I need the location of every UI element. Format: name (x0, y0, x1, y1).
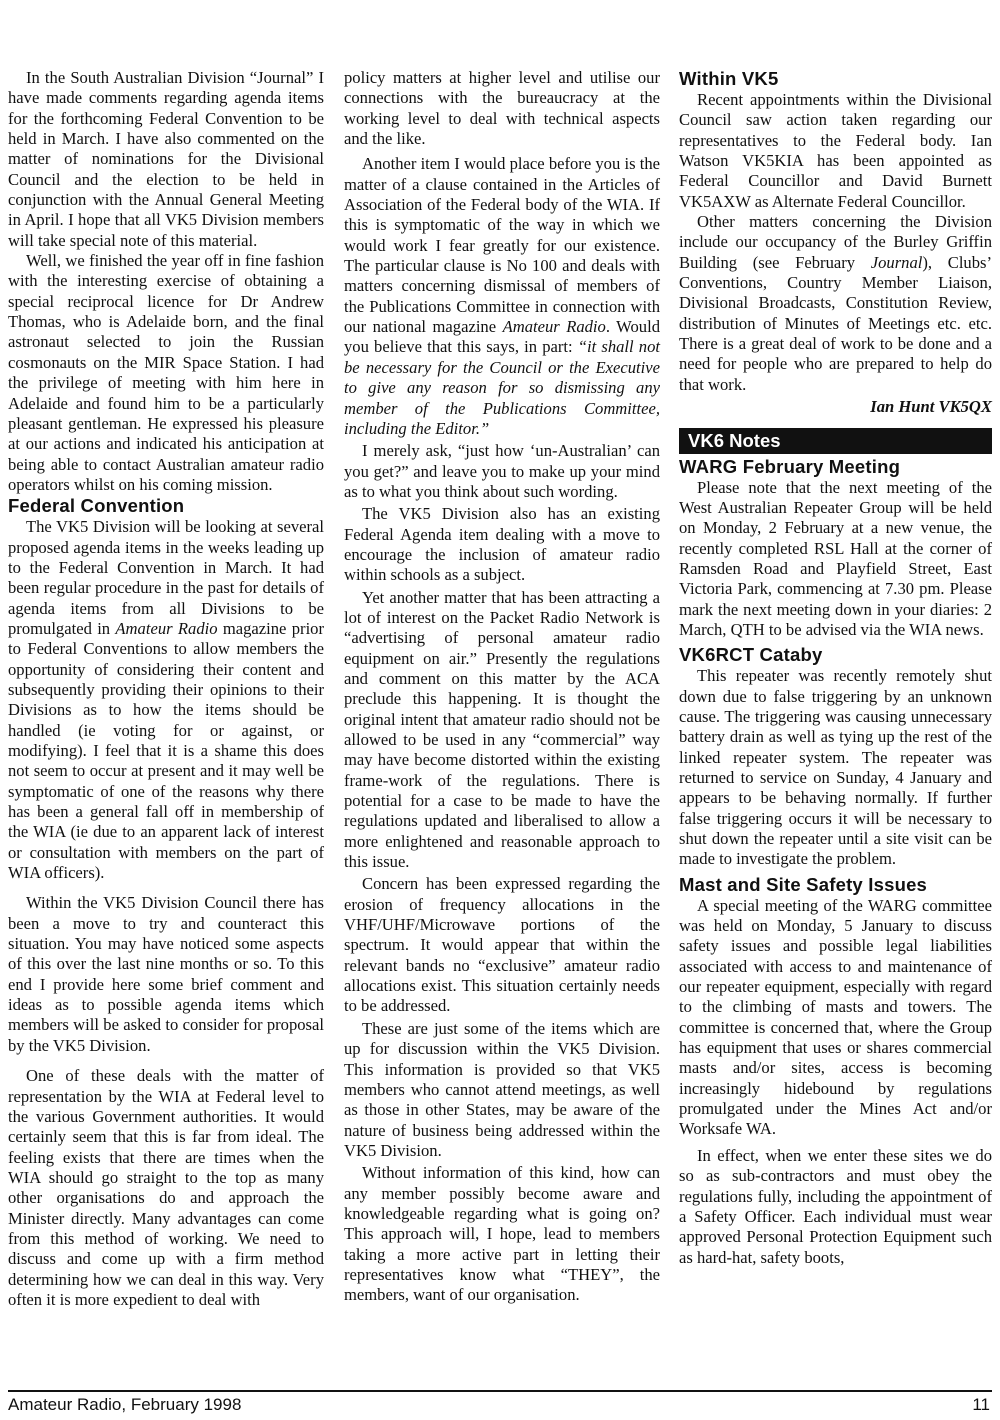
paragraph: Well, we finished the year off in fine fashion with the interesting exercise of obtaining a special reciprocal licence for Dr Andrew Thomas, who is Adelaide born, and the final astronaut selected to join the Russian cosmonauts on the MIR Space Station. I had the privilege of meeting with him here in Adelaide and found him to be a particularly pleasant gentleman. He expressed his pleasure at our actions and indicated his anticipation at being able to contact Australian amateur radio operators whilst on his coming mission. (8, 251, 324, 494)
column-1 (8, 68, 324, 1310)
paragraph: In the South Australian Division “Journal” I have made comments regarding agenda items for the forthcoming Federal Convention to be held in March. I have also commented on the matter of nominations for the Divisional Council and the election to be held in conjunction with the Annual General Meeting in April. I hope that all VK5 Division members will take special note of this material. (8, 68, 324, 250)
section-heading-within-vk5: Within VK5 (679, 68, 779, 89)
footer-rule (8, 1390, 992, 1392)
section-heading-warg-meeting: WARG February Meeting (679, 455, 901, 477)
section-heading-federal-convention: Federal Convention (8, 495, 185, 517)
author-signature: Ian Hunt VK5QX (870, 397, 992, 417)
paragraph: Another item I would place before you is the matter of a clause contained in the Articles of Association of the Federal body of the WIA. If this is symptomatic of the way in which we would work I fear greatly for our existence. The particular clause is No 100 and deals with matters concerning dismissal of members of the Publications Committee in connection with our national magazine Amateur Radio. Would you believe that this says, in part: “it shall not be necessary for the Council or the Executive to give any reason for so dismissing any member of the Publications Committee, including the Editor.” (344, 154, 660, 438)
paragraph: Yet another matter that has been attracting a lot of interest on the Packet Radio Network is “advertising of personal amateur radio equipment on air.” Presently the regulations and comment on this matter by the ACA preclude this happening. It is thought the original intent that amateur radio should not be allowed to be used in any “commercial” way may have become distorted within the existing frame-work of the regulations. There is potential for a case to be made to have the regulations updated and liberalised to allow a more enlightened and reasonable approach to this issue. (344, 587, 660, 872)
paragraph: The VK5 Division also has an existing Federal Agenda item dealing with a move to encourage the inclusion of amateur radio within schools as a subject. (344, 504, 660, 585)
paragraph: Within the VK5 Division Council there has been a move to try and counteract this situation. You may have noticed some aspects of this over the last nine months or so. To this end I provide here some brief comment and ideas as to possible agenda items which members will be asked to consider for proposal by the VK5 Division. (8, 893, 324, 1055)
paragraph: The VK5 Division will be looking at several proposed agenda items in the weeks leading up to the Federal Convention in March. It had been regular procedure in the past for details of agenda items from all Divisions to be promulgated in Amateur Radio magazine prior to Federal Conventions to allow members the opportunity of considering their content and subsequently providing their opinions to their Divisions as to how the items should be handled (ie voting for or against, or modifying). I feel that it is a shame this does not seem to occur at present and it may well be symptomatic of one of the reasons why there has been a general fall off in membership of the WIA (ie due to an apparent lack of interest or consultation with members on the part of WIA officers). (8, 517, 324, 883)
paragraph: This repeater was recently remotely shut down due to false triggering by an unknown cause. The triggering was causing unnecessary battery drain as well as tying up the rest of the linked repeater system. The repeater was returned to service on Sunday, 4 January and appears to be behaving normally. If further false triggering occurs it will be necessary to shut down the repeater until a site visit can be made to investigate the problem. (679, 666, 992, 869)
paragraph: Please note that the next meeting of the West Australian Repeater Group will be held on Monday, 2 February at a new venue, the recently completed RSL Hall at the corner of Ramsden Road and Playfield Street, East Victoria Park, commencing at 7.30 pm. Please mark the next meeting down in your diaries: 2 March, QTH to be advised via the WIA news. (679, 477, 992, 639)
paragraph: In effect, when we enter these sites we do so as sub-contractors and must obey the regulations fully, including the appointment of a Safety Officer. Each individual must wear approved Personal Protection Equipment such as hard-hat, safety boots, (679, 1145, 992, 1267)
paragraph: A special meeting of the WARG committee was held on Monday, 5 January to discuss safety issues and possible legal liabilities associated with access to and maintenance of our repeater equipment, especially with regard to the climbing of masts and towers. The committee is concerned that, where the Group has equipment that uses or shares commercial masts and/or sites, access is becoming increasingly hidebound by regulations promulgated under the Mines Act and/or Worksafe WA. (679, 895, 992, 1139)
column-2 (344, 68, 660, 1306)
paragraph: Recent appointments within the Divisional Council saw action taken regarding our representatives to the Federal body. Ian Watson VK5KIA has been appointed as Federal Councillor and David Burnett VK5AXW as Alternate Federal Councillor. (679, 90, 992, 211)
paragraph: Other matters concerning the Division include our occupancy of the Burley Griffin Building (see February Journal), Clubs’ Conventions, Country Member Liaison, Divisional Broadcasts, Constitution Review, distribution of Minutes of Meetings etc. etc. There is a great deal of work to be done and a need for people who are prepared to help do that work. (679, 212, 993, 394)
paragraph: Without information of this kind, how can any member possibly become aware and knowledgeable regarding what is going on? This approach will, I hope, lead to members taking a more active part in letting their representatives know what “THEY”, the members, want of our organisation. (344, 1163, 660, 1305)
paragraph: I merely ask, “just how ‘un-Australian’ can you get?” and leave you to make up your mind as to what you think about such wording. (344, 441, 660, 501)
section-heading-mast-site-safety: Mast and Site Safety Issues (679, 873, 928, 895)
section-banner-vk6-notes: VK6 Notes (679, 428, 992, 454)
paragraph: Concern has been expressed regarding the erosion of frequency allocations in the VHF/UHF/Microwave portions of the spectrum. It would appear that within the relevant bands no “exclusive” amateur radio allocations exist. This situation certainly needs to be addressed. (344, 874, 660, 1016)
paragraph: policy matters at higher level and utilise our connections with the bureaucracy at the working level to deal with technical aspects and the like. (344, 68, 660, 149)
section-heading-vk6rct-cataby: VK6RCT Cataby (679, 644, 823, 666)
column-3 (679, 68, 992, 1268)
paragraph: One of these deals with the matter of representation by the WIA at Federal level to the various Government authorities. It would certainly seem that this is far from ideal. The feeling exists that there are times when the WIA should go straight to the top as many other organisations do and approach the Minister directly. Many advantages can come from this method of working. We need to discuss and come up with a firm method determining how we can deal in this way. Very often it is more expedient to deal with (8, 1066, 324, 1309)
page-number: 11 (972, 1395, 990, 1414)
footer-publication: Amateur Radio, February 1998 (8, 1395, 242, 1414)
paragraph: These are just some of the items which are up for discussion within the VK5 Division. This information is provided so that VK5 members who cannot attend meetings, as well as those in other States, may be aware of the nature of business being addressed within the VK5 Division. (344, 1018, 660, 1160)
